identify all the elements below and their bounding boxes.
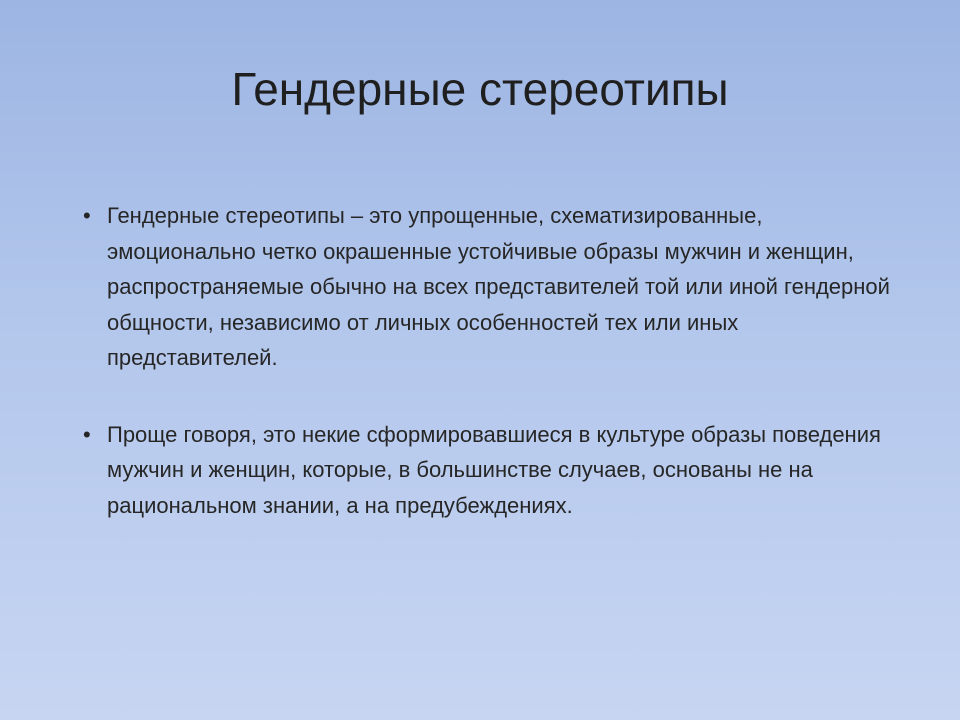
bullet-item	[83, 417, 903, 524]
bullet-text: Гендерные стереотипы – это упрощенные, схематизированные, эмоционально четко окрашенные устойчивые образы мужчин и женщин, распространяемые обычно на всех представителей той или иной гендерной общности, независимо от личных особенностей тех или иных представителей.	[107, 203, 890, 370]
slide-title: Гендерные стереотипы	[231, 63, 729, 115]
bullet-text: Проще говоря, это некие сформировавшиеся в культуре образы поведения мужчин и женщин, которые, в большинстве случаев, основаны не на рациональном знании, а на предубеждениях.	[107, 421, 881, 518]
bullet-icon: •	[83, 203, 91, 228]
bullet-item	[83, 198, 903, 376]
slide-body	[83, 198, 903, 523]
bullet-icon: •	[83, 421, 91, 447]
